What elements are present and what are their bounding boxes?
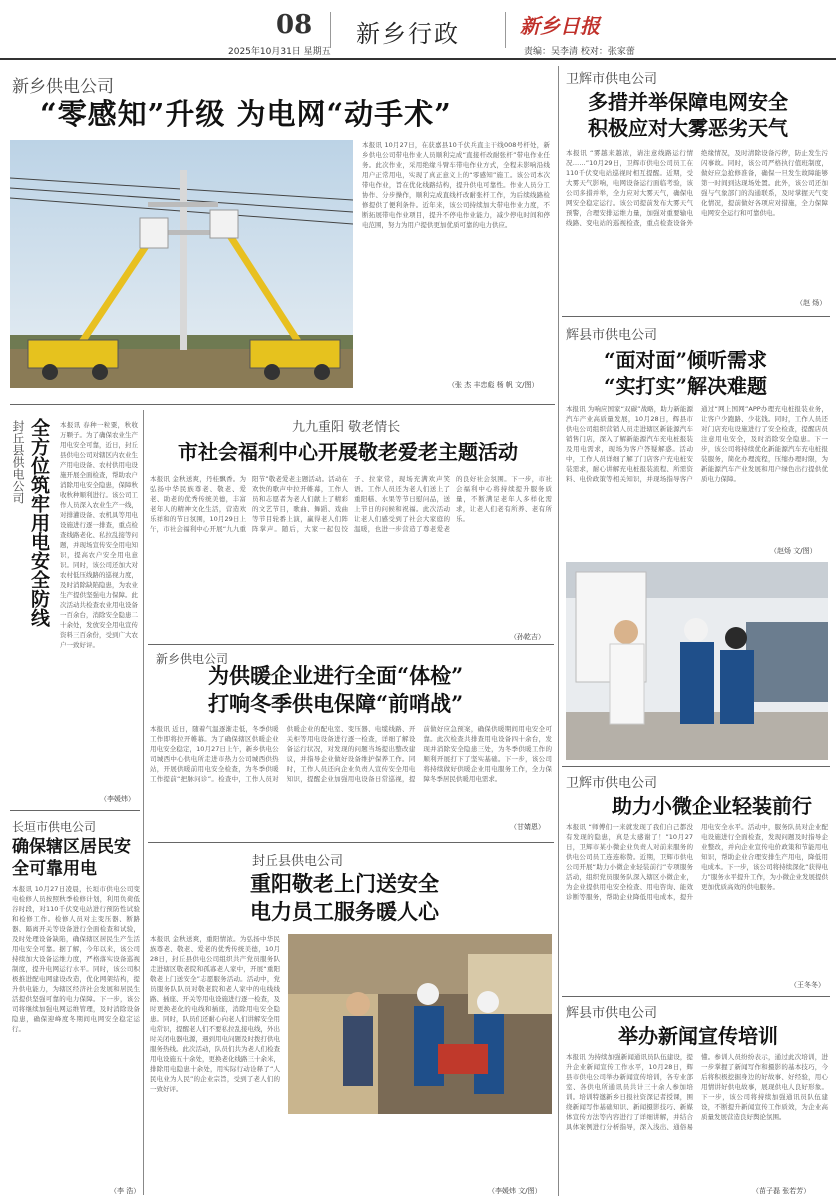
lead-headline: “零感知”升级 为电网“动手术” (40, 97, 452, 131)
weihui-fog-kicker: 卫辉市供电公司 (566, 72, 658, 87)
huixian-training-byline: （苗子磊 张若芳） (752, 1187, 811, 1195)
huixian-charging-photo (566, 562, 828, 760)
huixian-charging-kicker: 辉县市供电公司 (566, 328, 658, 343)
fengqiu-elderly-byline: （李媛炜 文/图） (488, 1187, 542, 1195)
chongyang-headline: 市社会福利中心开展敬老爱老主题活动 (178, 440, 518, 464)
fengqiu-safety-headline: 全方位筑牢用电安全防线 (28, 418, 50, 627)
changyuan-byline: （李 浩） (110, 1187, 141, 1195)
fengqiu-elderly-headline-line1: 重阳敬老上门送安全 (250, 871, 439, 896)
weihui-fog-headline-line2: 积极应对大雾恶劣天气 (588, 116, 788, 140)
header-divider (330, 12, 331, 48)
header-rule (0, 58, 836, 60)
heating-headline-line2: 打响冬季供电保障“前哨战” (208, 691, 464, 716)
weihui-small-byline: （王冬冬） (790, 981, 825, 989)
changyuan-headline: 确保辖区居民安全可靠用电 (12, 837, 131, 879)
weihui-fog-body: 本报讯 “雾越来越浓，请注意线路运行情况……”10月29日，卫辉市供电公司员工在110千伏变电站巡视时相互提醒。近期，受大雾天气影响，电网设备运行面临考验，该公司多措并举，全力应对大雾天气，确保电网安全稳定运行。该公司提前发布大雾天气预警，合理安排运维力量，加强对重要输电线路、变电站的巡视检查，重点检查设备外绝缘情况，及时清除设备污秽，防止发生污闪事故。同时，该公司严格执行值班制度，做好应急抢修准备，确保一旦发生故障能够第一时间到达现场处置。此外，该公司还加强与气象部门的沟通联系，及时掌握天气变化情况，提前做好各项应对措施，全力保障电网安全运行和可靠供电。 (566, 149, 828, 227)
fengqiu-elderly-body: 本报讯 金秋送爽，重阳情浓。为弘扬中华民族尊老、敬老、爱老的优秀传统美德，10月28日，封丘县供电公司组织共产党员服务队走进辖区敬老院和孤寡老人家中，开展“重阳敬老上门送安全”志愿服务活动。活动中，党员服务队队员对敬老院和老人家中的电线线路、插座、开关等用电设施进行逐一检查，及时更换老化的电线和插座，消除用电安全隐患。同时，队员们还耐心向老人们讲解安全用电常识，提醒老人们不要私拉乱接电线，外出时关闭电器电源，遇到用电问题及时拨打供电服务热线。此次活动，队员们共为老人们检查用电设施五十余处，更换老化线路三十余米，排除用电隐患十余处，用实际行动诠释了“人民电业为人民”的企业宗旨，受到了老人们的一致好评。 (150, 935, 280, 1093)
section-divider (562, 316, 830, 317)
section-divider (562, 766, 830, 767)
chongyang-byline: （孙乾吉） (510, 633, 545, 641)
lead-byline: （张 杰 丰忠彪 杨 帆 文/图） (448, 381, 539, 389)
header-divider (505, 12, 506, 48)
section-divider (10, 404, 555, 405)
section-divider (562, 996, 830, 997)
section-divider (148, 644, 554, 645)
lead-photo (10, 140, 353, 388)
weihui-small-body: 本报讯 “师傅们一来就发现了我们自己都没有发现的隐患，真是太感谢了！”10月27日，卫辉市某小微企业负责人对前来服务的供电公司员工连连称赞。近期，卫辉市供电公司开展“助力小微企业轻装前行”专项服务活动，组织党员服务队深入辖区小微企业，为企业提供用电安全检查、用电咨询、能效诊断等服务，帮助企业降低用电成本，提升用电安全水平。活动中，服务队员对企业配电设施进行全面检查，发现问题及时指导企业整改，并向企业宣传电价政策和节能用电知识，帮助企业合理安排生产用电，降低用电成本。下一步，该公司将持续深化“获得电力”服务水平提升工作，为小微企业发展提供更加优质高效的供电服务。 (566, 823, 828, 901)
chongyang-body: 本报讯 金秋送爽，丹桂飘香。为弘扬中华民族尊老、敬老、爱老、助老的优秀传统美德，丰富老年人的精神文化生活，营造欢乐祥和的节日氛围，10月29日上午，市社会福利中心开展“九九重阳节”敬老爱老主题活动。活动在欢快的歌声中拉开帷幕，工作人员和志愿者为老人们献上了精彩的文艺节目，歌曲、舞蹈、戏曲等节目轮番上演，赢得老人们阵阵掌声。随后，大家一起包饺子、拉家常，现场充满欢声笑语。工作人员还为老人们送上了重阳糕、水果等节日慰问品，送上节日的问候和祝福。此次活动让老人们感受到了社会大家庭的温暖，也进一步营造了尊老爱老的良好社会氛围。下一步，市社会福利中心将持续提升服务质量，不断满足老年人多样化需求，让老人们老有所养、老有所乐。 (150, 475, 552, 533)
changyuan-body: 本报讯 10月27日凌晨，长垣市供电公司变电检修人员按照秋季检修计划，利用负荷低谷时段，对110千伏变电站进行预防性试验和检修工作。检修人员对主变压器、断路器、隔离开关等设备进行全面检查和试验，及时处理设备缺陷，确保辖区居民生产生活用电安全可靠。据了解，今年以来，该公司持续加大设备运维力度，严格落实设备巡视制度，提升电网运行水平。同时，该公司积极推进配电网建设改造，优化网架结构，提升供电能力，为辖区经济社会发展和居民生活提供坚强可靠的电力保障。下一步，该公司将继续加强电网运维管理，及时消除设备隐患，确保迎峰度冬期间电网安全稳定运行。 (12, 885, 140, 1033)
section-divider (10, 810, 140, 811)
weihui-fog-headline-line1: 多措并举保障电网安全 (588, 90, 788, 114)
chongyang-kicker: 九九重阳 敬老情长 (292, 420, 401, 435)
fengqiu-safety-byline: （李媛炜） (100, 795, 135, 803)
fengqiu-elderly-kicker: 封丘县供电公司 (252, 854, 344, 869)
lead-kicker: 新乡供电公司 (12, 77, 114, 97)
heating-headline-line1: 为供暖企业进行全面“体检” (208, 663, 464, 688)
fengqiu-safety-kicker: 封丘县供电公司 (11, 420, 25, 504)
fengqiu-elderly-photo (288, 934, 552, 1114)
editors-credit: 责编：吴李清 校对：张家蕾 (524, 47, 635, 57)
huixian-charging-headline-line2: “实打实”解决难题 (604, 374, 768, 398)
publication-date: 2025年10月31日 星期五 (228, 47, 331, 57)
huixian-training-headline: 举办新闻宣传培训 (618, 1024, 778, 1048)
column-divider (143, 410, 144, 1195)
weihui-fog-byline: （赵 炀） (796, 299, 827, 307)
huixian-charging-headline-line1: “面对面”倾听需求 (604, 348, 768, 372)
huixian-training-kicker: 辉县市供电公司 (566, 1006, 658, 1021)
section-divider (148, 842, 554, 843)
fengqiu-elderly-headline-line2: 电力员工服务暖人心 (250, 899, 439, 924)
fengqiu-safety-body: 本报讯 春种一粒粟，秋收万颗子。为了确保农业生产用电安全可靠，近日，封丘县供电公司对辖区内农业生产用电设备、农村供用电设施开展全面检查，帮助农户消除用电安全隐患，保障秋收秋种顺利进行。该公司工作人员深入农业生产一线，对排灌设备、农机具等用电设施进行逐一排查，重点检查线路老化、私拉乱接等问题，并现场宣传安全用电知识，提高农户安全用电意识。同时，该公司还加大对农村低压线路的巡视力度，及时消除缺陷隐患，为农业生产提供坚强电力保障。此次活动共检查农业用电设备一百余台，消除安全隐患二十余处，发放安全用电宣传资料三百余份，受到广大农户一致好评。 (60, 421, 138, 649)
weihui-small-headline: 助力小微企业轻装前行 (612, 794, 812, 818)
heating-byline: （甘婧恩） (510, 823, 545, 831)
lead-body: 本报讯 10月27日，在获嘉县10千伏兵直主干线008号杆处，新乡供电公司带电作业人员顺利完成“直接杆改耐张杆”带电作业任务。此次作业，采用绝缘斗臂车带电作业方式，全程未影响沿线用户正常用电，实现了真正意义上的“零感知”施工。该公司本次带电作业，旨在优化线路结构，提升供电可靠性。作业人员分工协作、分步操作，顺利完成直线杆改耐张杆工作，为后续线路检修提供了便利条件。近年来，该公司持续加大带电作业力度，不断拓展带电作业项目，提升不停电作业能力，减少停电时间和停电范围，努力为用户提供更加优质可靠的电力供应。 (362, 141, 550, 229)
huixian-training-body: 本报讯 为持续加强新闻通讯员队伍建设，提升企业新闻宣传工作水平，10月28日，辉县市供电公司举办新闻宣传培训，各专业部室、各供电所通讯员共计三十余人参加培训。培训特邀新乡日报社资深记者授课，围绕新闻写作基础知识、新闻摄影技巧、新媒体宣传方法等内容进行了详细讲解，并结合具体案例进行分析指导，深入浅出、通俗易懂。参训人员纷纷表示，通过此次培训，进一步掌握了新闻写作和摄影的基本技巧，今后将积极挖掘身边的好故事、好经验，用心用情讲好供电故事，展现供电人良好形象。下一步，该公司将持续加强通讯员队伍建设，不断提升新闻宣传工作质效，为企业高质量发展营造良好舆论氛围。 (566, 1053, 828, 1131)
fengqiu-elderly-body-continued (288, 1120, 552, 1186)
changyuan-kicker: 长垣市供电公司 (12, 820, 97, 834)
section-name: 新乡行政 (356, 20, 460, 48)
heating-kicker: 新乡供电公司 (156, 652, 229, 666)
huixian-charging-byline: （赵炀 文/图） (770, 547, 817, 555)
column-divider (558, 66, 559, 1196)
weihui-small-kicker: 卫辉市供电公司 (566, 776, 658, 791)
masthead-logo: 新乡日报 (520, 14, 600, 38)
huixian-charging-body: 本报讯 为响应国家“双碳”战略，助力新能源汽车产业高质量发展，10月28日，辉县市供电公司组织营销人员走进辖区新能源汽车销售门店，深入了解新能源汽车充电桩报装及用电需求，现场为客户答疑解惑。活动中，工作人员详细了解了门店客户充电桩安装需求，耐心讲解充电桩报装流程、所需资料、电价政策等相关知识，并现场指导客户通过“网上国网”APP办理充电桩报装业务，让客户少跑路、少花钱。同时，工作人员还对门店充电设施进行了安全检查，提醒店员注意用电安全，及时消除安全隐患。下一步，该公司将持续优化新能源汽车充电桩报装服务，简化办理流程，压缩办理时限，为新能源汽车产业发展和用户绿色出行提供优质电力保障。 (566, 405, 828, 483)
heating-body: 本报讯 近日，随着气温逐渐走低，冬季供暖工作即将拉开帷幕。为了确保辖区供暖企业用电安全稳定，10月27日上午，新乡供电公司城西中心供电所走进市热力公司城西供热站，开展供暖前用电安全检查，为冬季供暖工作提前“把脉问诊”。检查中，工作人员对供暖企业的配电室、变压器、电缆线路、开关柜等用电设备进行逐一检查，详细了解设备运行状况，对发现的问题当场提出整改建议，并指导企业做好设备维护保养工作。同时，工作人员还向企业负责人宣传安全用电知识，提醒企业加强用电设备日常巡视，提前做好应急预案，确保供暖期间用电安全可靠。此次检查共排查用电设备四十余台，发现并消除安全隐患三处，为冬季供暖工作的顺利开展打下了坚实基础。下一步，该公司将持续做好供暖企业用电服务工作，全力保障冬季居民供暖用电需求。 (150, 725, 552, 783)
page-number: 08 (276, 10, 313, 40)
